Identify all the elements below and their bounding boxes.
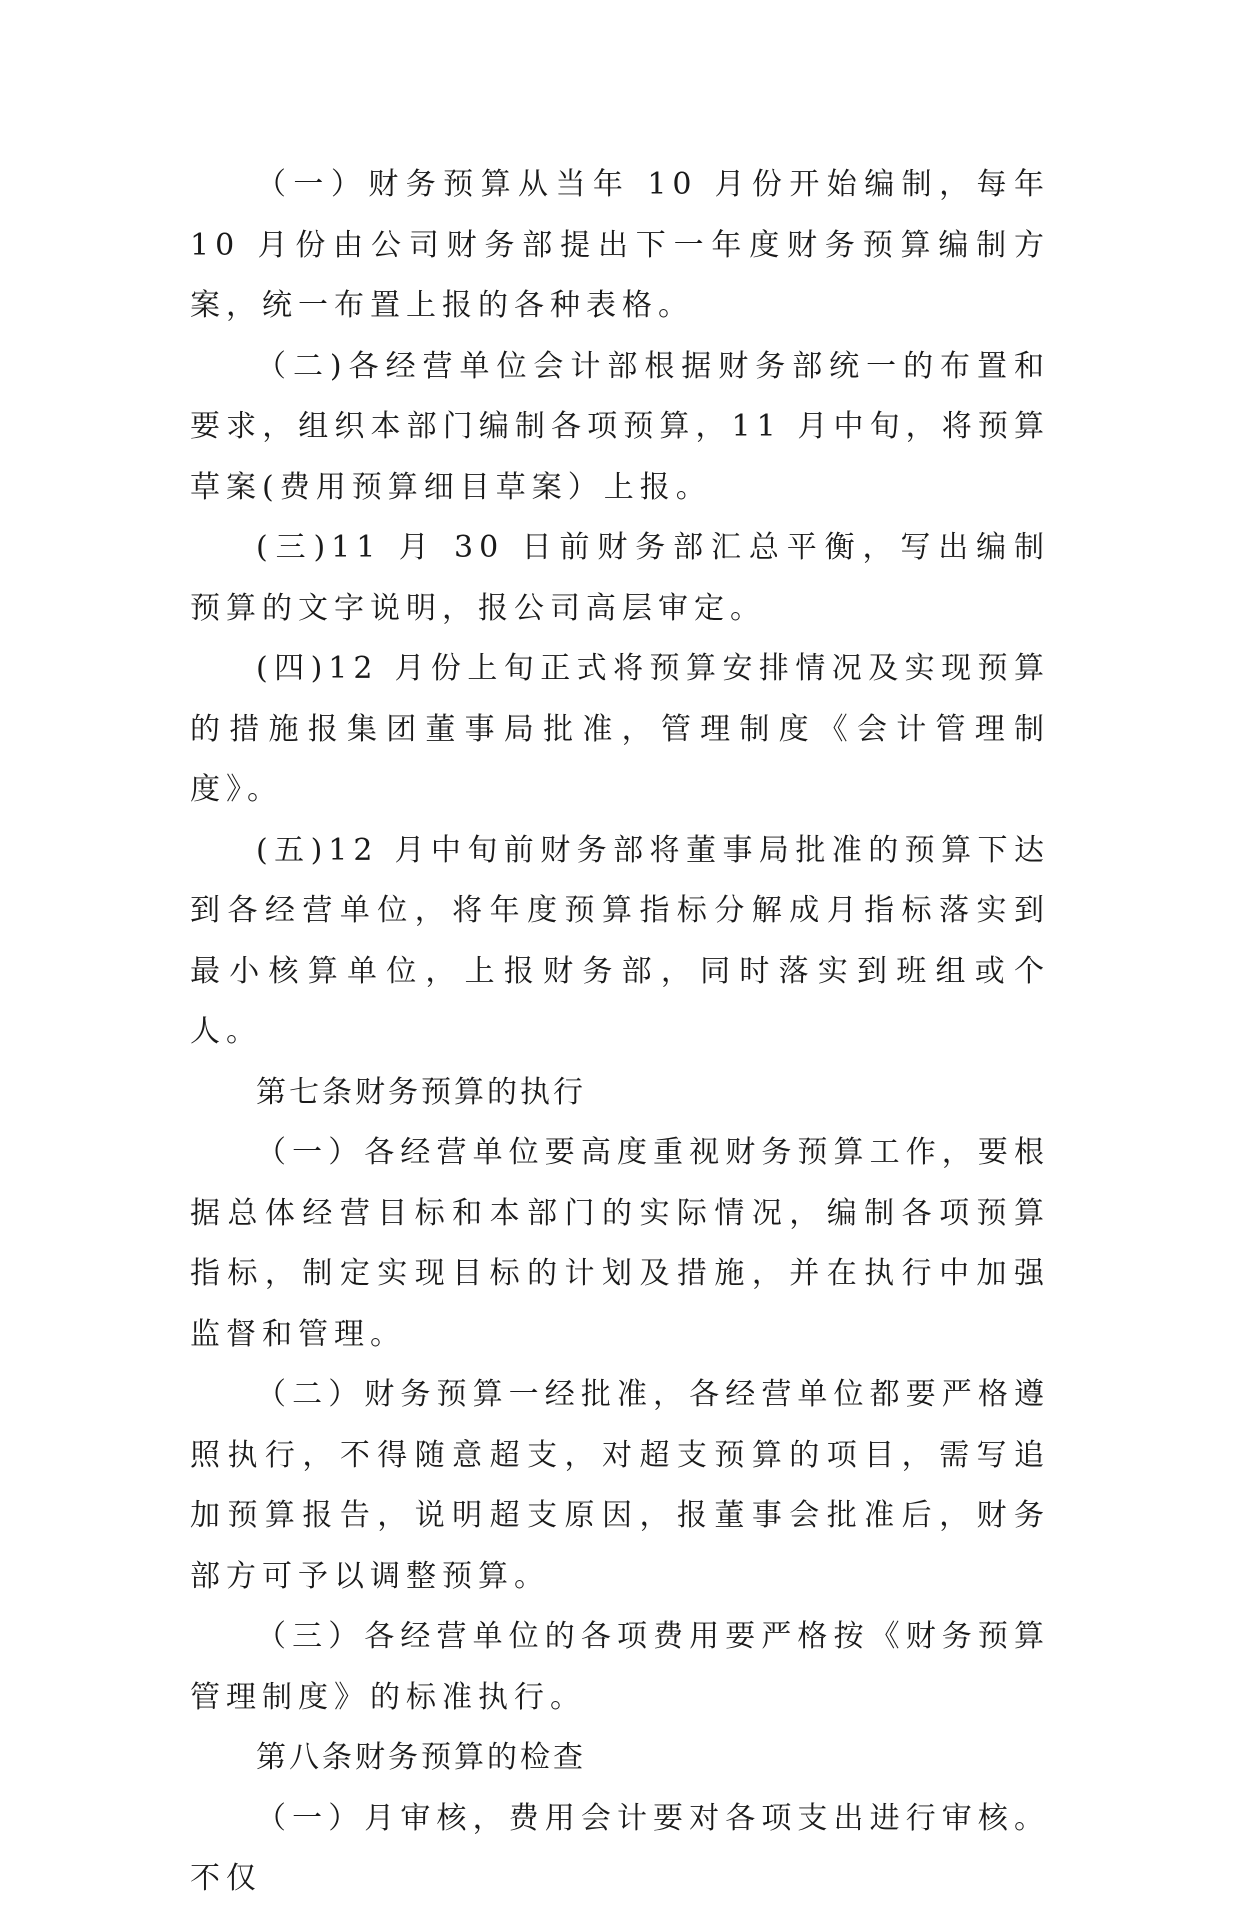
paragraph-budget-distribution: (五)12 月中旬前财务部将董事局批准的预算下达到各经营单位，将年度预算指标分解成月指标落实到最小核算单位，上报财务部，同时落实到班组或个人。 [190,832,1050,1049]
paragraph-board-approval: (四)12 月份上旬正式将预算安排情况及实现预算的措施报集团董事局批准，管理制度《会计管理制度》。 [190,651,1050,807]
article-7-heading: 第七条财务预算的执行 [256,1074,586,1110]
paragraph-execution-attention: （一）各经营单位要高度重视财务预算工作，要根据总体经营目标和本部门的实际情况，编制各项预算指标，制定实现目标的计划及措施，并在执行中加强监督和管理。 [190,1135,1050,1352]
paragraph-execution-standards: （三）各经营单位的各项费用要严格按《财务预算管理制度》的标准执行。 [190,1619,1050,1715]
paragraph-summary-balance: (三)11 月 30 日前财务部汇总平衡，写出编制预算的文字说明，报公司高层审定。 [190,530,1050,626]
paragraph-budget-preparation-start: （一）财务预算从当年 10 月份开始编制，每年 10 月份由公司财务部提出下一年度财务预算编制方案，统一布置上报的各种表格。 [190,167,1050,323]
paragraph-execution-no-overspend: （二）财务预算一经批准，各经营单位都要严格遵照执行，不得随意超支，对超支预算的项目，需写追加预算报告，说明超支原因，报董事会批准后，财务部方可予以调整预算。 [190,1377,1050,1594]
article-8-heading: 第八条财务预算的检查 [256,1740,586,1775]
document-body [190,155,1050,1910]
paragraph-unit-budget-preparation: （二)各经营单位会计部根据财务部统一的布置和要求，组织本部门编制各项预算，11 月中旬，将预算草案(费用预算细目草案）上报。 [190,348,1050,505]
paragraph-monthly-review: （一）月审核，费用会计要对各项支出进行审核。不仅 [190,1800,1050,1896]
